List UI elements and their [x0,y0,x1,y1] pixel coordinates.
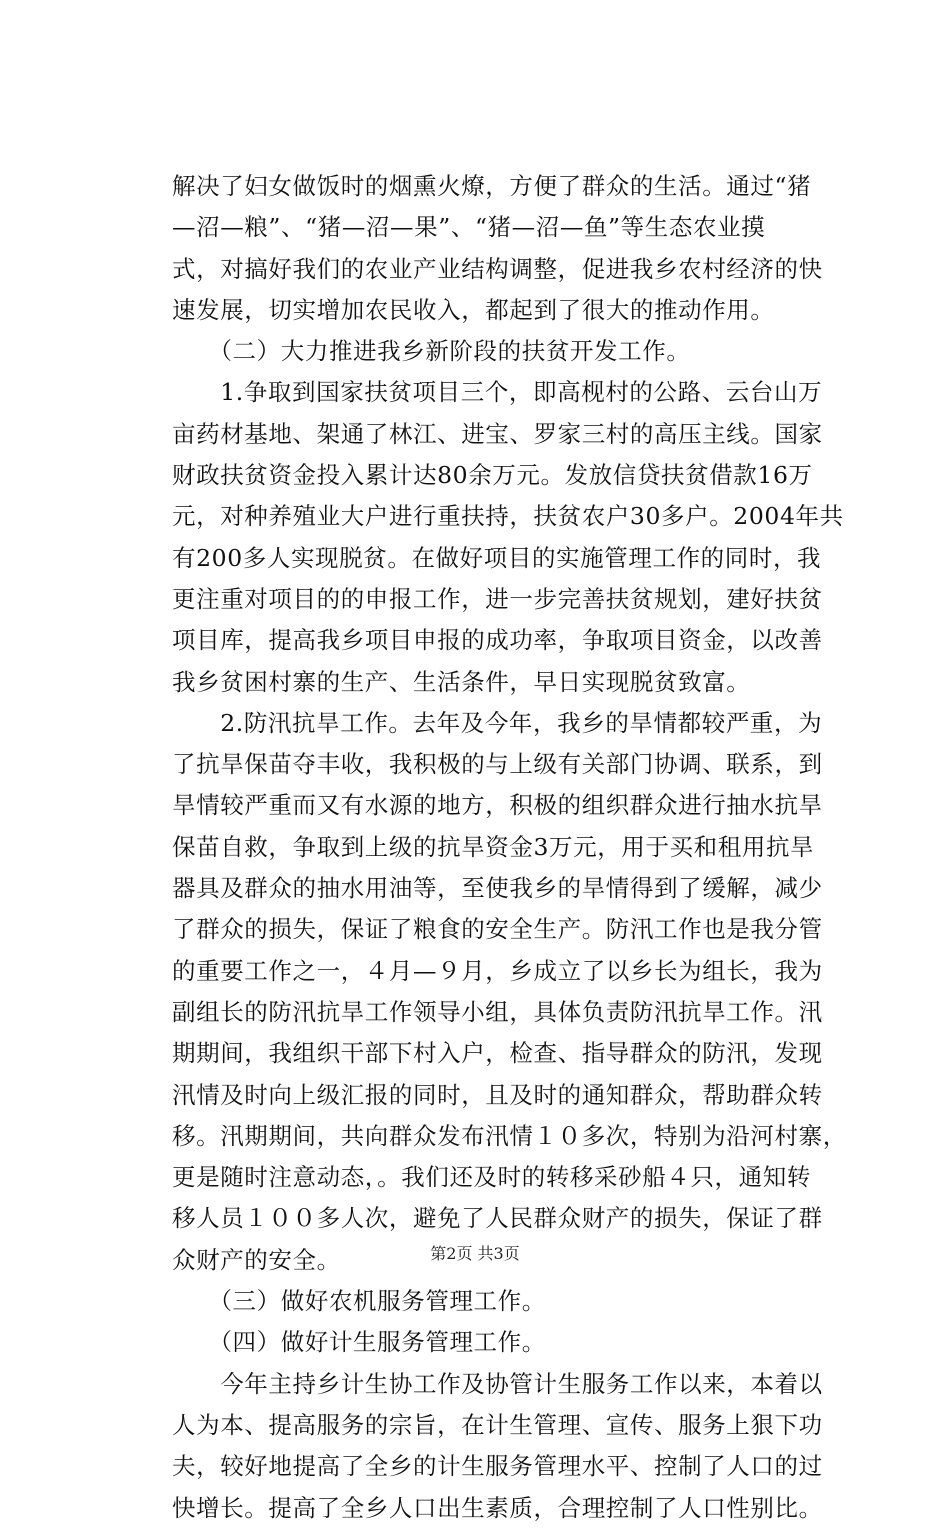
text-line: 夫，较好地提高了全乡的计生服务管理水平、控制了人口的过 [172,1452,823,1481]
text-line: —沼—粮”、“猪—沼—果”、“猪—沼—鱼”等生态农业摸 [172,213,766,242]
text-line: 移。汛期期间，共向群众发布汛情１０多次，特别为沿河村寨， [172,1121,847,1150]
text-line: 了群众的损失，保证了粮食的安全生产。防汛工作也是我分管 [172,915,823,944]
text-line: （三）做好农机服务管理工作。 [172,1287,546,1316]
text-line: 期期间，我组织干部下村入户，检查、指导群众的防汛，发现 [172,1039,823,1068]
text-line: 的重要工作之一，４月—９月，乡成立了以乡长为组长，我为 [172,956,823,985]
text-line: 了抗旱保苗夺丰收，我积极的与上级有关部门协调、联系，到 [172,750,823,779]
text-line: （四）做好计生服务管理工作。 [172,1328,546,1357]
text-line: 器具及群众的抽水用油等，至使我乡的旱情得到了缓解，减少 [172,874,823,903]
text-line: 亩药材基地、架通了林江、进宝、罗家三村的高压主线。国家 [172,419,823,448]
text-line: 快增长。提高了全乡人口出生素质，合理控制了人口性别比。 [172,1493,823,1522]
text-line: 式，对搞好我们的农业产业结构调整，促进我乡农村经济的快 [172,254,823,283]
page-number-label: 第2页 共3页 [430,1244,520,1263]
text-line: 副组长的防汛抗旱工作领导小组，具体负责防汛抗旱工作。汛 [172,997,823,1026]
text-line: （二）大力推进我乡新阶段的扶贫开发工作。 [172,337,691,366]
text-line: 财政扶贫资金投入累计达80余万元。发放信贷扶贫借款16万 [172,461,813,490]
text-line: 解决了妇女做饭时的烟熏火燎，方便了群众的生活。通过“猪 [172,172,812,200]
text-line: 项目库，提高我乡项目申报的成功率，争取项目资金，以改善 [172,626,823,655]
text-line: 我乡贫困村寨的生产、生活条件，早日实现脱贫致富。 [172,667,751,696]
text-line: 1.争取到国家扶贫项目三个，即高枧村的公路、云台山万 [172,378,823,407]
text-line: 移人员１００多人次，避免了人民群众财产的损失，保证了群 [172,1204,823,1233]
text-line: 元，对种养殖业大户进行重扶持，扶贫农户30多户。2004年共 [172,502,844,531]
page-footer [0,1244,950,1264]
text-line: 2.防汛抗旱工作。去年及今年，我乡的旱情都较严重，为 [172,708,823,737]
document-body [172,166,847,1529]
text-line: 汛情及时向上级汇报的同时，且及时的通知群众，帮助群众转 [172,1080,823,1109]
text-line: 更注重对项目的的申报工作，进一步完善扶贫规划，建好扶贫 [172,584,823,613]
text-line: 众财产的安全。 [172,1245,341,1274]
text-line: 旱情较严重而又有水源的地方，积极的组织群众进行抽水抗旱 [172,791,823,820]
text-line: 今年主持乡计生协工作及协管计生服务工作以来，本着以 [172,1369,823,1398]
text-line: 速发展，切实增加农民收入，都起到了很大的推动作用。 [172,295,775,324]
text-line: 有200多人实现脱贫。在做好项目的实施管理工作的同时，我 [172,543,822,572]
text-line: 人为本、提高服务的宗旨，在计生管理、宣传、服务上狠下功 [172,1410,823,1439]
text-line: 保苗自救，争取到上级的抗旱资金3万元，用于买和租用抗旱 [172,832,815,861]
text-line: 更是随时注意动态，。我们还及时的转移采砂船４只，通知转 [172,1163,811,1192]
